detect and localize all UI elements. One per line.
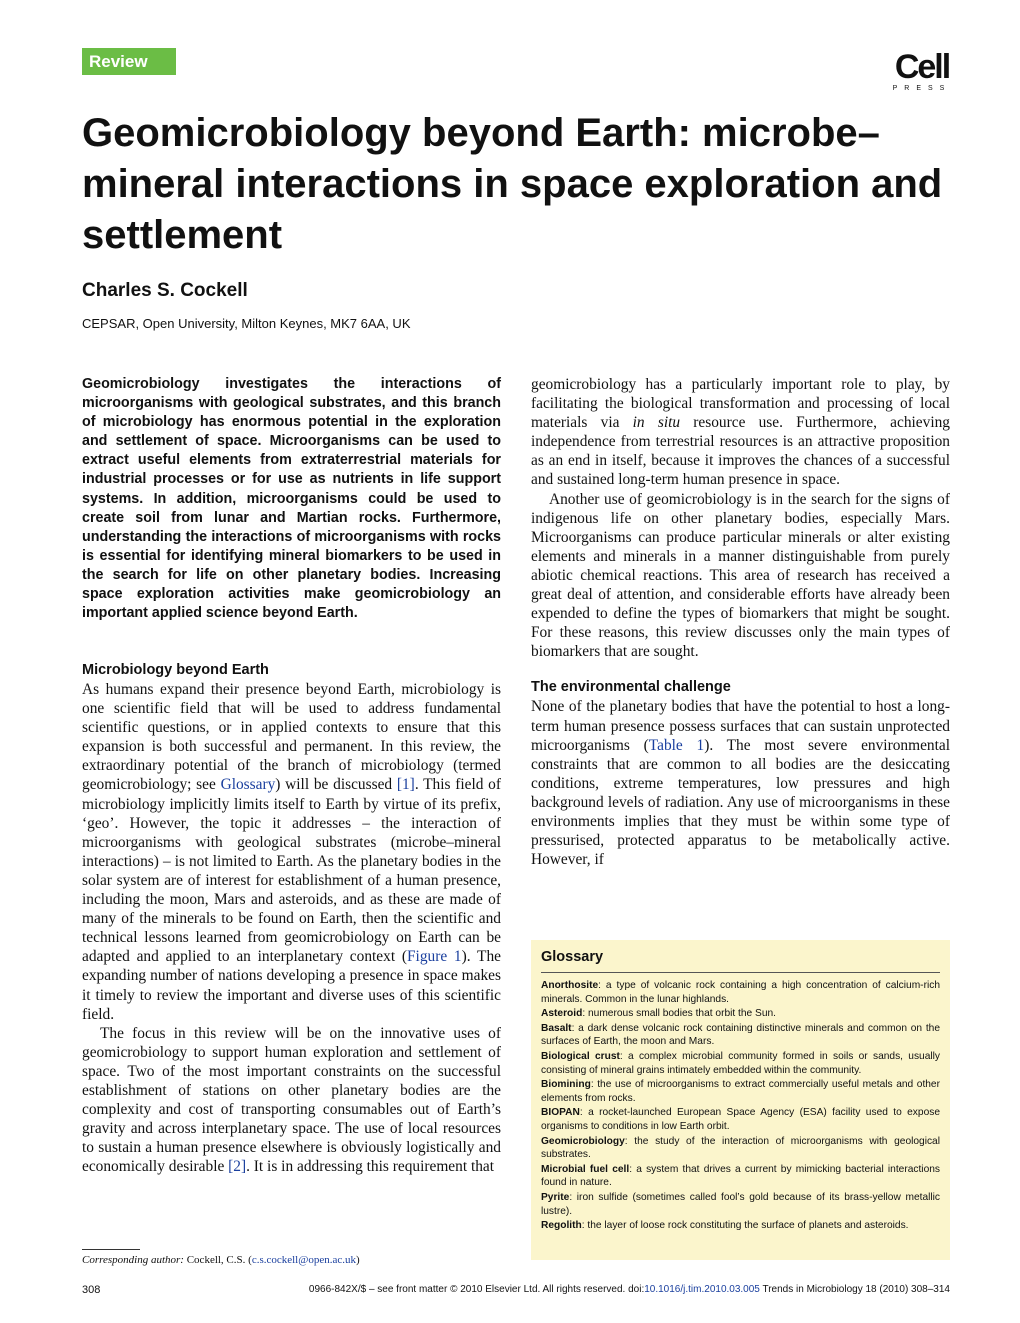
glossary-term: Asteroid [541,1008,583,1020]
glossary-link[interactable]: Glossary [220,776,276,794]
glossary-term: Basalt [541,1022,572,1034]
reference-link-2[interactable]: [2] [228,1158,247,1176]
page-number: 308 [82,1284,101,1296]
glossary-term: Geomicrobiology [541,1135,625,1147]
doi-link[interactable]: 10.1016/j.tim.2010.03.005 [644,1284,760,1295]
footnote-close: ) [356,1254,360,1266]
corresponding-author-footnote [82,1254,360,1266]
footnote-label: Corresponding author: [82,1254,184,1266]
glossary-term: Biomining [541,1079,591,1091]
article-title: Geomicrobiology beyond Earth: microbe–mineral interactions in space exploration and settlement [82,111,943,257]
logo-sub: PRESS [892,85,952,92]
glossary-definition: : a type of volcanic rock containing a high concentration of calcium-rich minerals. Common in the lunar highlands. [541,980,940,1005]
author-affiliation: CEPSAR, Open University, Milton Keynes, MK7 6AA, UK [82,316,411,331]
text: resource use. Furthermore, achieving independence from terrestrial resources is an attractive proposition as an end in itself, because it improves the chances of a successful and sustained long-term human presence in space. [531,414,951,489]
cell-press-logo [890,50,954,92]
glossary-definition: : a dark dense volcanic rock containing distinctive minerals and common on the surfaces of Earth, the moon and Mars. [541,1022,940,1048]
glossary-entry [541,979,940,1006]
author-name: Charles S. Cockell [82,280,248,301]
glossary-definition: : a rocket-launched European Space Agency (ESA) facility used to expose organisms to conditions in low Earth orbit. [541,1107,940,1132]
left-column-body [82,660,501,1176]
table-1-link[interactable]: Table 1 [648,736,705,754]
glossary-definition: : numerous small bodies that orbit the Sun. [582,1008,776,1020]
glossary-title: Glossary [541,946,940,973]
glossary-term: Regolith [541,1220,582,1232]
glossary-term: BIOPAN [541,1107,580,1119]
glossary-entry [541,1163,940,1190]
glossary-entry [541,1106,940,1133]
glossary-entry [541,1078,940,1105]
footnote-divider [82,1249,140,1250]
section-heading-microbiology: Microbiology beyond Earth [82,662,269,678]
glossary-entry [541,1022,940,1049]
glossary-entry [541,1007,940,1021]
text: . This field of microbiology implicitly limits itself to Earth by virtue of its prefix, ‘geo’. However, the topic it addresses – the interaction of microorganisms with geological substrates (microbe–mineral interactions) – is not limited to Earth. As the planetary bodies in the solar system are of interest for establishment of a human presence, including the moon, Mars and asteroids, and as these are made of many of the minerals to be found on Earth, then the scientific and technical lessons learned from geomicrobiology on Earth can be adapted and applied to an interplanetary context ( [82,776,501,966]
paragraph-5 [531,697,950,869]
reference-link-1[interactable]: [1] [396,776,415,794]
glossary-definition: : the study of the interaction of microorganisms with geological substrates. [541,1135,940,1161]
glossary-entry [541,1050,940,1077]
glossary-definition: : iron sulfide (sometimes called fool’s gold because of its brass-yellow metallic lustre). [541,1191,940,1217]
paragraph-2 [82,1024,501,1177]
text: . It is in addressing this requirement that [246,1158,495,1176]
text: ). The most severe environmental constraints that are common to all bodies are the desiccating conditions, extreme temperatures, low pressures and high background levels of radiation. Any use of microorganisms in these environments implies that they must be within some type of pressurised, protected apparatus to be metabolically active. However, if [531,736,950,869]
logo-word: Cell [894,48,950,86]
footer-copyright: 0966-842X/$ – see front matter © 2010 Elsevier Ltd. All rights reserved. doi: [308,1284,645,1295]
text: The focus in this review will be on the innovative uses of geomicrobiology to support human exploration and settlement of space. Two of the most important constraints on the successful establishment of stations on other planetary bodies are the complexity and cost of transporting consumables out of Earth’s gravity and across interplanetary space. The use of local resources to sustain a human presence elsewhere is obviously logistically and economically desirable [82,1024,501,1176]
glossary-entry [541,1219,940,1233]
italic-text: in situ [632,414,681,432]
glossary-entry [541,1191,940,1218]
glossary-term: Biological crust [541,1050,620,1062]
section-heading-environment: The environmental challenge [531,679,731,696]
text: As humans expand their presence beyond Earth, microbiology is one scientific field that will be used to address fundamental scientific questions, or in applied contexts to ensure that this expansion is both successful and permanent. In this review, the extraordinary potential of the branch of microbiology (termed geomicrobiology; see [82,681,501,794]
paragraph-3 [531,375,950,490]
footnote-name: Cockell, C.S. ( [183,1254,252,1266]
abstract: Geomicrobiology investigates the interactions of microorganisms with geological substrates, and this branch of microbiology has enormous potential in the exploration and settlement of space. Microorganisms can be used to extract useful elements from extraterrestrial materials for industrial processes or for use as nutrients in life support systems. In addition, microorganisms could be used to create soil from lunar and Martian rocks. Furthermore, understanding the interactions of microorganisms with rocks is essential for identifying mineral biomarkers to be used in the search for life on other planetary bodies. Increasing space exploration activities make geomicrobiology an important applied science beyond Earth. [82,376,501,622]
text: ). The expanding number of nations developing a presence in space makes it timely to review the important and diverse uses of this scientific field. [82,948,501,1023]
glossary-definition: : the layer of loose rock constituting the surface of planets and asteroids. [581,1220,909,1232]
footer-info [309,1284,950,1295]
email-link[interactable]: c.s.cockell@open.ac.uk [251,1254,357,1266]
glossary-term: Anorthosite [541,980,599,991]
glossary-definition: : a system that drives a current by mimicking bacterial interactions found in nature. [541,1163,940,1189]
figure-1-link[interactable]: Figure 1 [406,948,462,966]
glossary-definition: : a complex microbial community formed in soils or sands, usually consisting of mineral grains intimately embedded within the community. [541,1050,940,1076]
text: ) will be discussed [275,776,397,794]
review-badge: Review [82,48,176,75]
right-column-body [531,375,950,869]
glossary-term: Microbial fuel cell [541,1163,630,1175]
glossary-box [531,940,950,1260]
glossary-term: Pyrite [541,1191,570,1203]
footer-journal: Trends in Microbiology 18 (2010) 308–314 [759,1284,950,1295]
glossary-entry [541,1135,940,1162]
text: geomicrobiology has a particularly important role to play, by facilitating the biological transformation and processing of local materials via [531,376,950,432]
glossary-definition: : the use of microorganisms to extract commercially useful metals and other elements from rocks. [541,1079,940,1104]
paragraph-4: Another use of geomicrobiology is in the search for the signs of indigenous life on other planetary bodies, especially Mars. Microorganisms can produce particular minerals or alter existing elements and minerals in a manner distinguishable from purely abiotic chemical reactions. This area of research has received a great deal of attention, and considerable efforts have already been expended to define the types of biomarkers that might be sought. For these reasons, this review discusses only the main types of biomarkers that are sought. [531,490,950,661]
text: None of the planetary bodies that have the potential to host a long-term human presence possess surfaces that can sustain unprotected microorganisms ( [531,698,950,754]
paragraph-1 [82,680,501,1024]
